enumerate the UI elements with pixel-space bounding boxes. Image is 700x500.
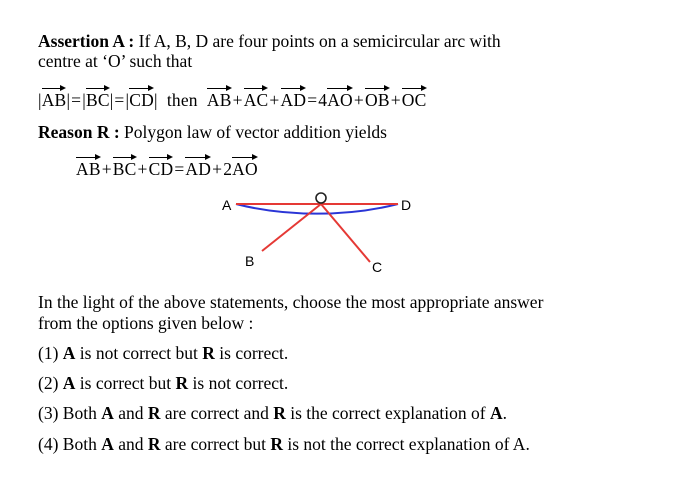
vector-bc: BC xyxy=(86,87,110,110)
coefficient-4: 4 xyxy=(318,90,328,110)
vector-ad: AD xyxy=(185,156,211,179)
option-text: is the correct explanation of xyxy=(285,403,490,423)
vector-bc: BC xyxy=(113,156,137,179)
option-text: is correct but xyxy=(75,373,176,393)
option-symbol: R xyxy=(270,434,283,454)
center-point-o xyxy=(316,193,326,203)
equals-sign: = xyxy=(71,90,82,110)
option-text: . xyxy=(502,403,507,423)
option-symbol: A xyxy=(62,343,76,363)
equals-sign: = xyxy=(114,90,125,110)
vector-ao: AO xyxy=(327,87,353,110)
option-2 xyxy=(38,373,288,393)
vector-cd: CD xyxy=(149,156,174,179)
option-number: (4) Both xyxy=(38,434,102,454)
label-d: D xyxy=(401,197,412,213)
option-text: is not correct but xyxy=(75,343,203,363)
plus-sign: + xyxy=(232,90,243,110)
vector-ac: AC xyxy=(244,87,269,110)
plus-sign: + xyxy=(390,90,401,110)
option-text: are correct and xyxy=(160,403,274,423)
option-1 xyxy=(38,343,288,363)
abs-bar: | xyxy=(82,90,86,110)
option-4 xyxy=(38,434,530,454)
option-number: (3) Both xyxy=(38,403,102,423)
option-text: and xyxy=(113,403,148,423)
reason-lead: Reason R : xyxy=(38,122,120,142)
then-word: then xyxy=(166,90,198,110)
label-c: C xyxy=(372,259,383,275)
abs-bar: | xyxy=(109,90,114,110)
option-text: is not the correct explanation of A. xyxy=(282,434,530,454)
vector-ab: AB xyxy=(207,87,232,110)
equals-sign: = xyxy=(174,159,185,179)
option-text: is not correct. xyxy=(188,373,289,393)
assertion-line-2: centre at ‘O’ such that xyxy=(38,51,193,71)
abs-bar: | xyxy=(38,90,42,110)
option-symbol: R xyxy=(273,403,286,423)
label-b: B xyxy=(245,253,255,269)
vector-ob: OB xyxy=(365,87,390,110)
abs-bar: | xyxy=(66,90,71,110)
option-number: (1) xyxy=(38,343,63,363)
vector-oc: OC xyxy=(402,87,427,110)
vector-ab: AB xyxy=(76,156,101,179)
plus-sign: + xyxy=(137,159,148,179)
option-text: are correct but xyxy=(160,434,271,454)
assertion-lead: Assertion A : xyxy=(38,31,135,51)
plus-sign: + xyxy=(353,90,364,110)
plus-sign: + xyxy=(212,159,223,179)
option-symbol: R xyxy=(202,343,215,363)
abs-bar: | xyxy=(125,90,130,110)
option-symbol: R xyxy=(175,373,189,393)
label-a: A xyxy=(222,197,232,213)
coefficient-2: 2 xyxy=(223,159,233,179)
option-number: (2) xyxy=(38,373,63,393)
vector-ad: AD xyxy=(281,87,307,110)
option-symbol: R xyxy=(147,434,161,454)
abs-bar: | xyxy=(153,90,158,110)
vector-cd: CD xyxy=(129,87,154,110)
question-line-2: from the options given below : xyxy=(38,313,254,333)
plus-sign: + xyxy=(269,90,280,110)
equals-sign: = xyxy=(307,90,318,110)
option-symbol: A xyxy=(101,403,114,423)
option-symbol: A xyxy=(489,403,503,423)
assertion-text-1: If A, B, D are four points on a semicircular arc with xyxy=(134,31,501,51)
option-symbol: A xyxy=(101,434,114,454)
option-symbol: R xyxy=(147,403,161,423)
vector-ao: AO xyxy=(232,156,258,179)
semicircular-arc xyxy=(236,204,398,214)
question-line-1: In the light of the above statements, choose the most appropriate answer xyxy=(38,292,544,312)
vector-ab: AB xyxy=(42,87,67,110)
plus-sign: + xyxy=(101,159,112,179)
option-text: is correct. xyxy=(214,343,289,363)
option-symbol: A xyxy=(62,373,76,393)
reason-text: Polygon law of vector addition yields xyxy=(119,122,387,142)
option-3 xyxy=(38,403,507,423)
option-text: and xyxy=(113,434,148,454)
